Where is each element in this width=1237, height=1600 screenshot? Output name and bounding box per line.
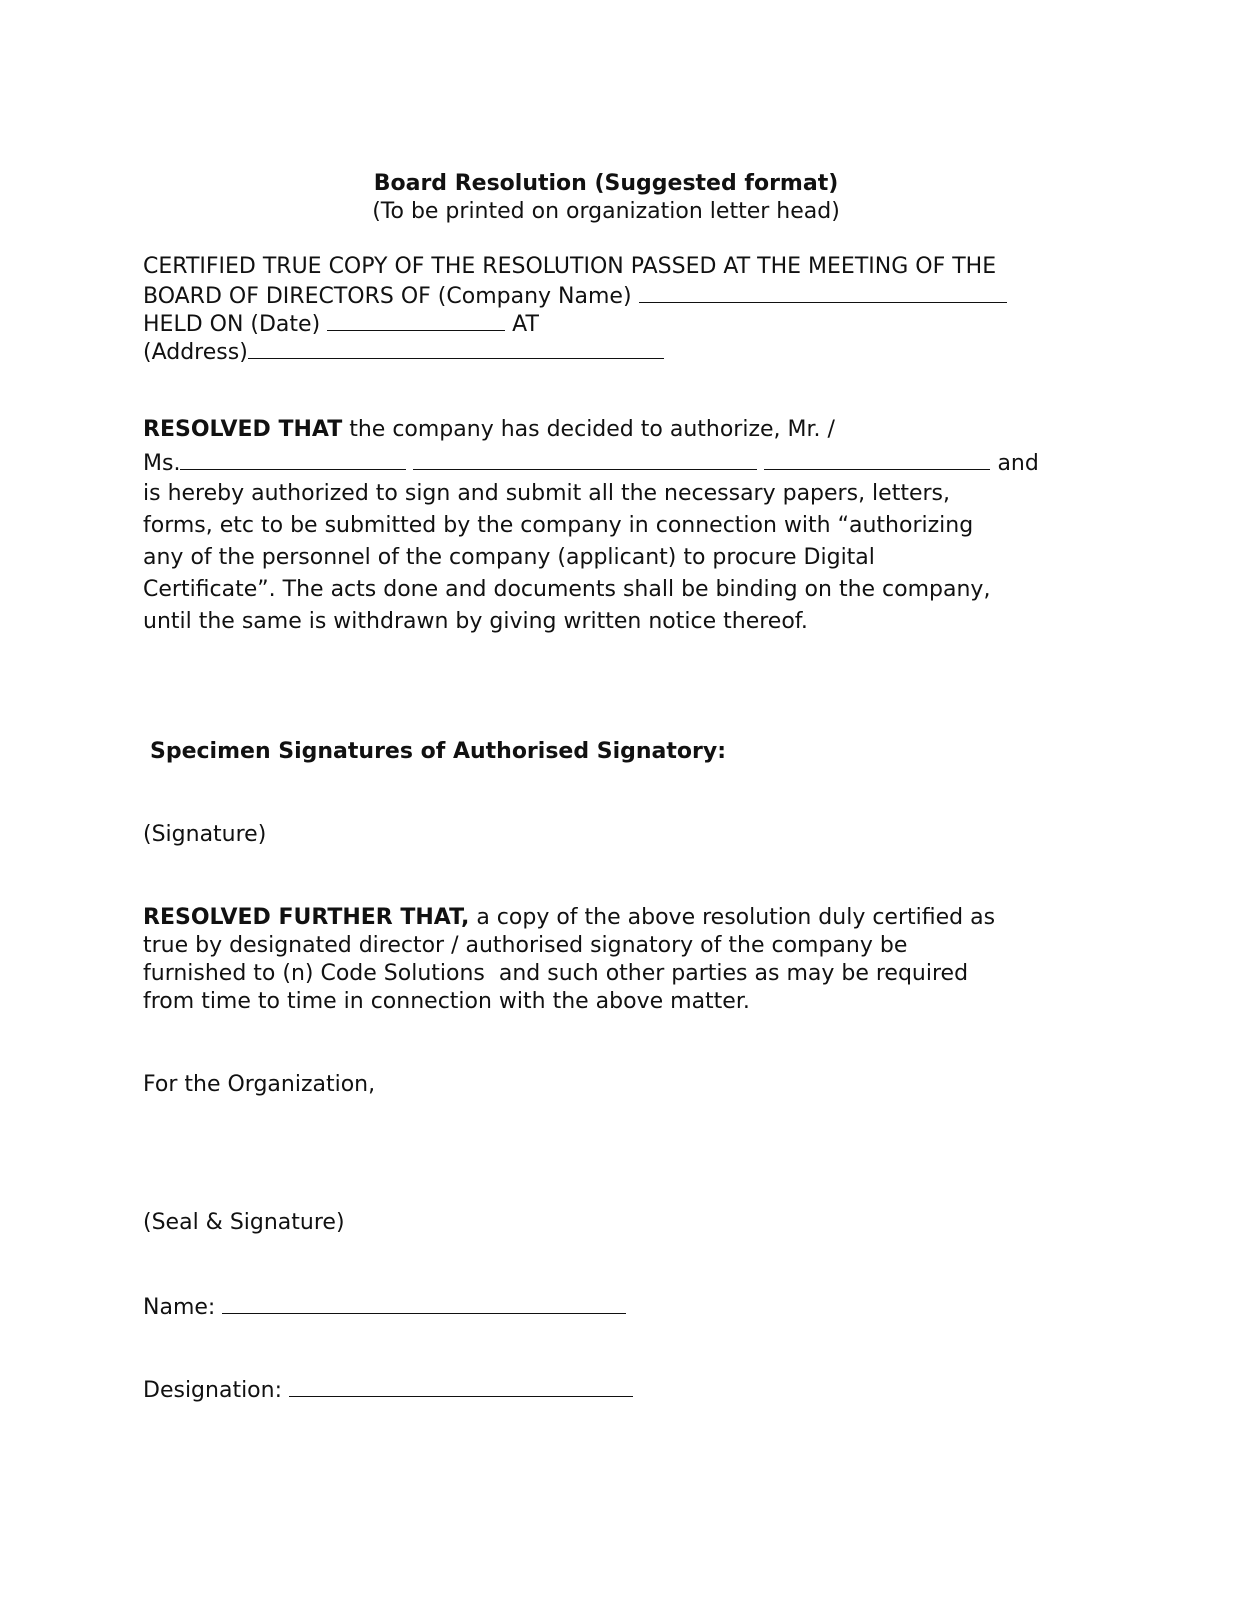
date-blank[interactable]	[327, 310, 505, 331]
further-line: from time to time in connection with the above matter.	[143, 989, 750, 1014]
resolved-line: until the same is withdrawn by giving written notice thereof.	[143, 609, 808, 634]
document-subtitle: (To be printed on organization letter head)	[372, 199, 840, 224]
and-text: and	[997, 451, 1039, 476]
name-row	[143, 1293, 626, 1321]
date-label: HELD ON (Date)	[143, 312, 321, 337]
specimen-heading: Specimen Signatures of Authorised Signatory:	[150, 739, 727, 764]
first-name-blank[interactable]	[180, 449, 406, 470]
further-text: a copy of the above resolution duly certified as	[469, 905, 996, 930]
seal-signature-label: (Seal & Signature)	[143, 1210, 345, 1235]
company-name-label: BOARD OF DIRECTORS OF (Company Name)	[143, 284, 632, 309]
further-line: true by designated director / authorised signatory of the company be	[143, 933, 908, 958]
last-name-blank[interactable]	[764, 449, 990, 470]
address-label: (Address)	[143, 340, 248, 365]
certified-line-3	[143, 310, 539, 338]
resolved-line: Certificate”. The acts done and documents shall be binding on the company,	[143, 577, 991, 602]
further-line: furnished to (n) Code Solutions and such other parties as may be required	[143, 961, 969, 986]
resolved-line-2	[143, 449, 1039, 477]
resolved-further-bold: RESOLVED FURTHER THAT,	[143, 905, 470, 930]
designation-label: Designation:	[143, 1378, 282, 1403]
name-label: Name:	[143, 1295, 216, 1320]
signature-label: (Signature)	[143, 822, 267, 847]
address-blank[interactable]	[248, 338, 664, 359]
at-label: AT	[512, 312, 539, 337]
further-line-1	[143, 905, 995, 931]
middle-name-blank[interactable]	[413, 449, 757, 470]
resolved-text: the company has decided to authorize, Mr. /	[342, 417, 835, 442]
resolved-that-bold: RESOLVED THAT	[143, 417, 343, 442]
company-name-blank[interactable]	[639, 282, 1007, 303]
resolved-line: forms, etc to be submitted by the company in connection with “authorizing	[143, 513, 974, 538]
certified-line-4	[143, 338, 664, 366]
resolved-line: any of the personnel of the company (applicant) to procure Digital	[143, 545, 875, 570]
resolved-line-1	[143, 417, 835, 443]
designation-blank[interactable]	[289, 1376, 633, 1397]
resolved-line: is hereby authorized to sign and submit all the necessary papers, letters,	[143, 481, 950, 506]
ms-label: Ms.	[143, 451, 181, 476]
certified-line-1: CERTIFIED TRUE COPY OF THE RESOLUTION PASSED AT THE MEETING OF THE	[143, 254, 997, 279]
name-blank[interactable]	[222, 1293, 626, 1314]
certified-line-2	[143, 282, 1007, 310]
document-title: Board Resolution (Suggested format)	[373, 171, 839, 196]
designation-row	[143, 1376, 633, 1404]
for-organization: For the Organization,	[143, 1072, 376, 1097]
